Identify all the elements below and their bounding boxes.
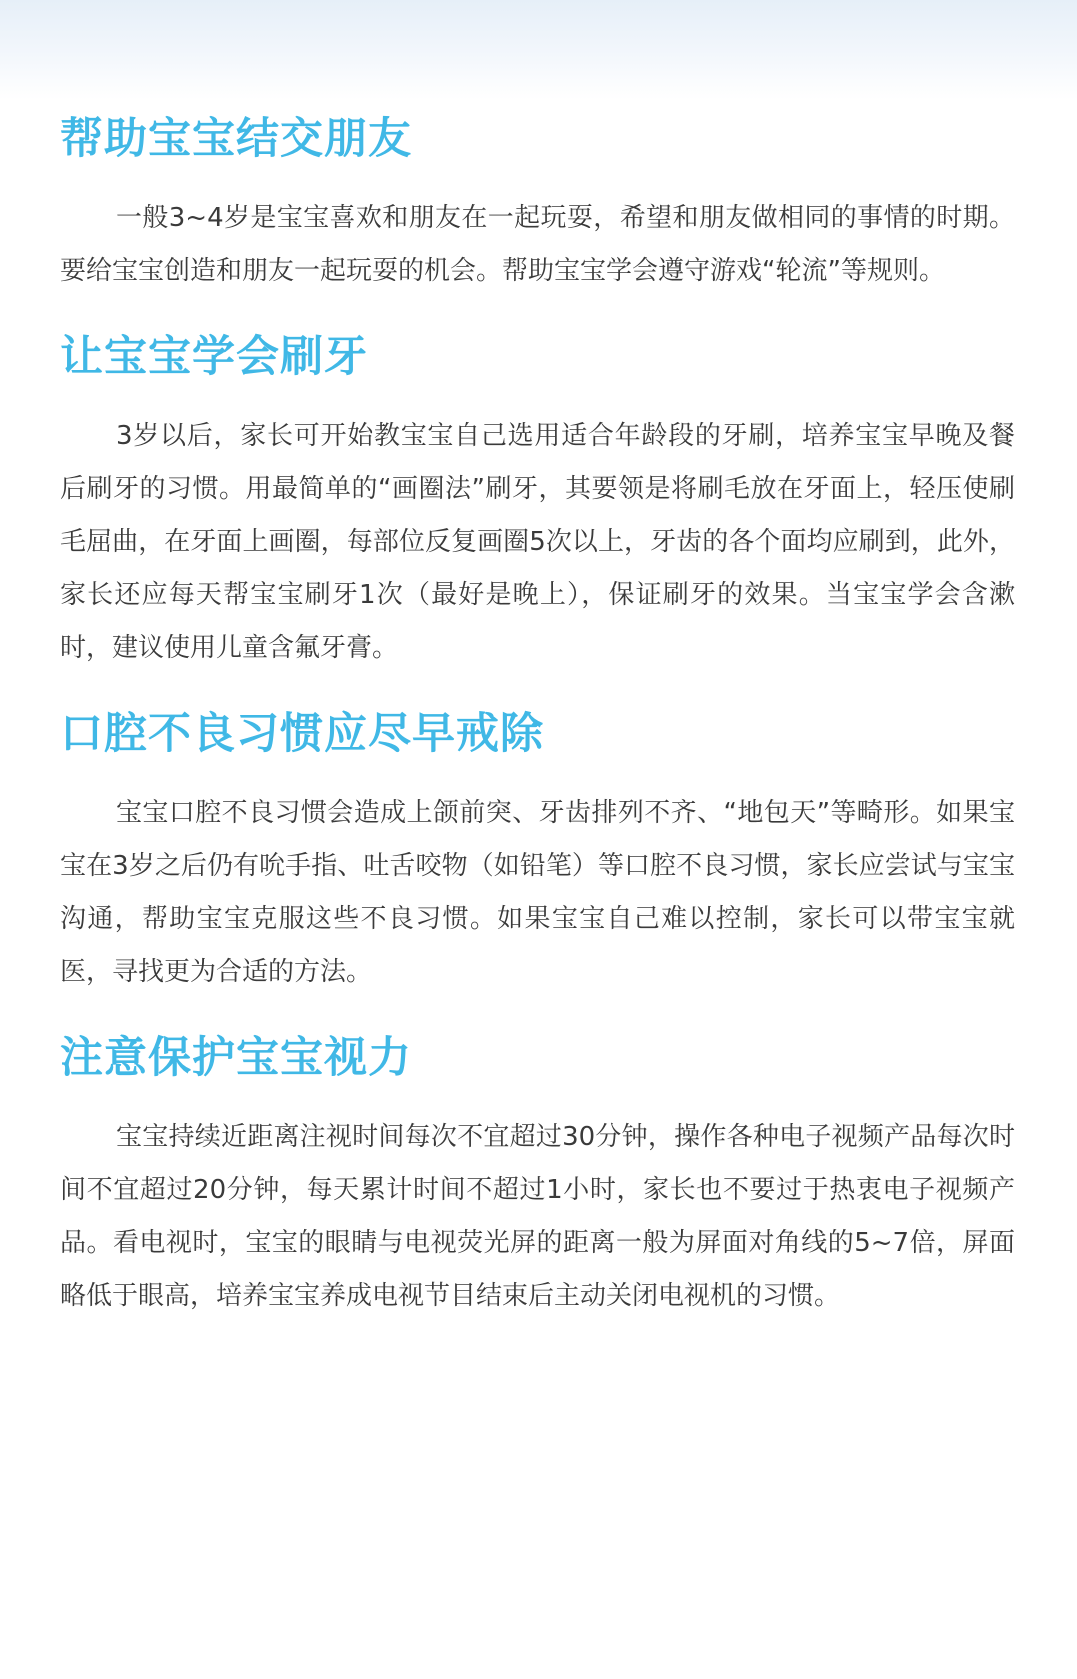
section-protect-vision: [60, 1027, 1015, 1323]
section-paragraph: 宝宝口腔不良习惯会造成上颌前突、牙齿排列不齐、“地包天”等畸形。如果宝宝在3岁之后仍有吮手指、吐舌咬物（如铅笔）等口腔不良习惯，家长应尝试与宝宝沟通，帮助宝宝克服这些不良习惯。如果宝宝自己难以控制，家长可以带宝宝就医，寻找更为合适的方法。: [60, 798, 1015, 987]
section-make-friends: [60, 108, 1015, 298]
section-paragraph: 宝宝持续近距离注视时间每次不宜超过30分钟，操作各种电子视频产品每次时间不宜超过20分钟，每天累计时间不超过1小时，家长也不要过于热衷电子视频产品。看电视时，宝宝的眼睛与电视荧光屏的距离一般为屏面对角线的5~7倍，屏面略低于眼高，培养宝宝养成电视节目结束后主动关闭电视机的习惯。: [60, 1122, 1015, 1311]
section-oral-habits: [60, 703, 1015, 999]
section-heading: 让宝宝学会刷牙: [60, 332, 368, 382]
section-paragraph: 一般3~4岁是宝宝喜欢和朋友在一起玩耍，希望和朋友做相同的事情的时期。要给宝宝创造和朋友一起玩耍的机会。帮助宝宝学会遵守游戏“轮流”等规则。: [60, 203, 1015, 286]
section-heading: 帮助宝宝结交朋友: [60, 114, 412, 164]
section-brushing-teeth: [60, 326, 1015, 675]
section-heading: 口腔不良习惯应尽早戒除: [60, 709, 544, 759]
top-gradient-band: [0, 0, 1077, 100]
article-content: [60, 108, 1015, 1351]
section-heading: 注意保护宝宝视力: [60, 1033, 412, 1083]
section-paragraph: 3岁以后，家长可开始教宝宝自己选用适合年龄段的牙刷，培养宝宝早晚及餐后刷牙的习惯。用最简单的“画圈法”刷牙，其要领是将刷毛放在牙面上，轻压使刷毛屈曲，在牙面上画圈，每部位反复画圈5次以上，牙齿的各个面均应刷到，此外，家长还应每天帮宝宝刷牙1次（最好是晚上），保证刷牙的效果。当宝宝学会含漱时，建议使用儿童含氟牙膏。: [60, 421, 1015, 663]
